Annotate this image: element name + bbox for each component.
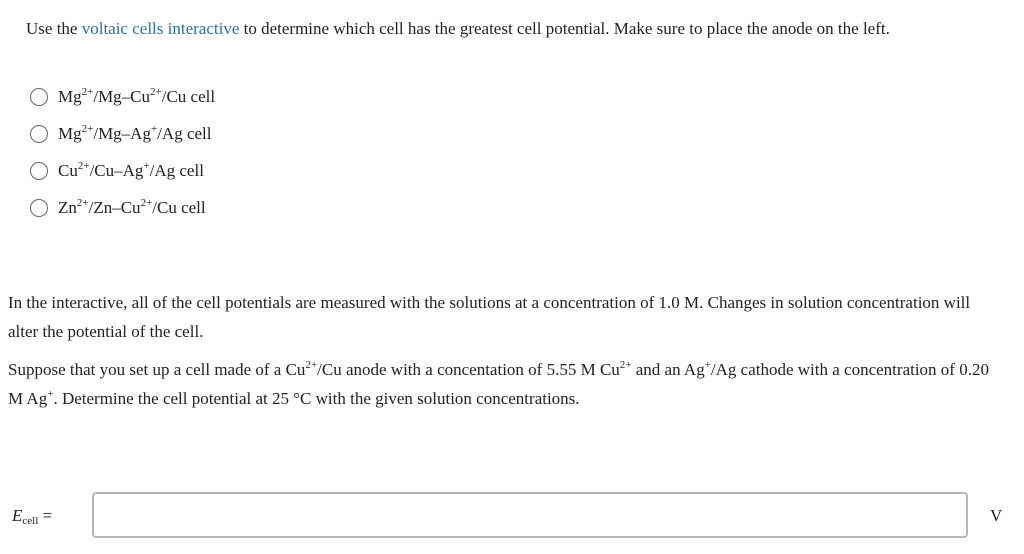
option-sup: 2+ bbox=[140, 196, 153, 209]
ecell-label bbox=[12, 506, 52, 526]
option-sup: 2+ bbox=[81, 122, 94, 135]
equals-sign: = bbox=[38, 506, 53, 525]
option-text: /Cu cell bbox=[152, 197, 206, 217]
option-text: Zn bbox=[58, 197, 77, 217]
question-text: Suppose that you set up a cell made of a Cu bbox=[8, 360, 306, 379]
option-label bbox=[58, 124, 211, 144]
radio-button-icon[interactable] bbox=[30, 162, 48, 180]
option-text: Mg bbox=[58, 86, 82, 106]
question-sup: 2+ bbox=[619, 359, 632, 371]
option-mg-cu[interactable] bbox=[30, 78, 215, 115]
unit-label: V bbox=[990, 506, 1003, 525]
option-text: /Cu–Ag bbox=[89, 160, 144, 180]
question-prompt bbox=[26, 14, 986, 44]
option-sup: + bbox=[150, 122, 158, 135]
question-text: /Ag cathode with a concentration of 0.20 M Ag bbox=[8, 360, 989, 408]
option-text: Cu bbox=[58, 160, 78, 180]
voltaic-cells-interactive-link[interactable]: voltaic cells interactive bbox=[81, 19, 240, 38]
option-text: /Ag cell bbox=[157, 123, 212, 143]
option-text: /Cu cell bbox=[161, 86, 216, 106]
ecell-symbol: E bbox=[12, 506, 23, 525]
radio-button-icon[interactable] bbox=[30, 88, 48, 106]
option-text: /Zn–Cu bbox=[88, 197, 141, 217]
ecell-subscript: cell bbox=[22, 515, 39, 527]
option-sup: 2+ bbox=[76, 196, 89, 209]
option-cu-ag[interactable] bbox=[30, 152, 215, 189]
radio-button-icon[interactable] bbox=[30, 199, 48, 217]
question-sup: + bbox=[704, 359, 711, 371]
option-label bbox=[58, 87, 215, 107]
option-mg-ag[interactable] bbox=[30, 115, 215, 152]
option-sup: 2+ bbox=[81, 85, 94, 98]
option-text: /Ag cell bbox=[149, 160, 204, 180]
option-sup: + bbox=[143, 159, 150, 172]
option-label bbox=[58, 161, 204, 181]
option-label bbox=[58, 198, 206, 218]
option-text: Mg bbox=[58, 123, 82, 143]
prompt-text-after: to determine which cell has the greatest cell potential. Make sure to place the anode on the left. bbox=[239, 19, 890, 38]
option-zn-cu[interactable] bbox=[30, 189, 215, 226]
question-sup: 2+ bbox=[305, 359, 318, 371]
question-text: /Cu anode with a concentation of 5.55 M Cu bbox=[317, 360, 620, 379]
question-text: . Determine the cell potential at 25 °C with the given solution concentrations. bbox=[53, 389, 580, 408]
cell-setup-question bbox=[8, 355, 998, 413]
answer-options bbox=[30, 78, 215, 226]
option-sup: 2+ bbox=[77, 159, 90, 172]
option-text: /Mg–Cu bbox=[93, 86, 151, 106]
question-sup: + bbox=[47, 388, 54, 400]
answer-row bbox=[12, 492, 1012, 538]
radio-button-icon[interactable] bbox=[30, 125, 48, 143]
concentration-note: In the interactive, all of the cell potentials are measured with the solutions at a concentration of 1.0 M. Changes in solution concentration will alter the potential of the cell. bbox=[8, 293, 971, 341]
prompt-text-before: Use the bbox=[26, 19, 82, 38]
option-sup: 2+ bbox=[150, 85, 162, 98]
cell-potential-input[interactable] bbox=[92, 492, 968, 538]
option-text: /Mg–Ag bbox=[93, 123, 151, 143]
question-text: and an Ag bbox=[631, 360, 705, 379]
